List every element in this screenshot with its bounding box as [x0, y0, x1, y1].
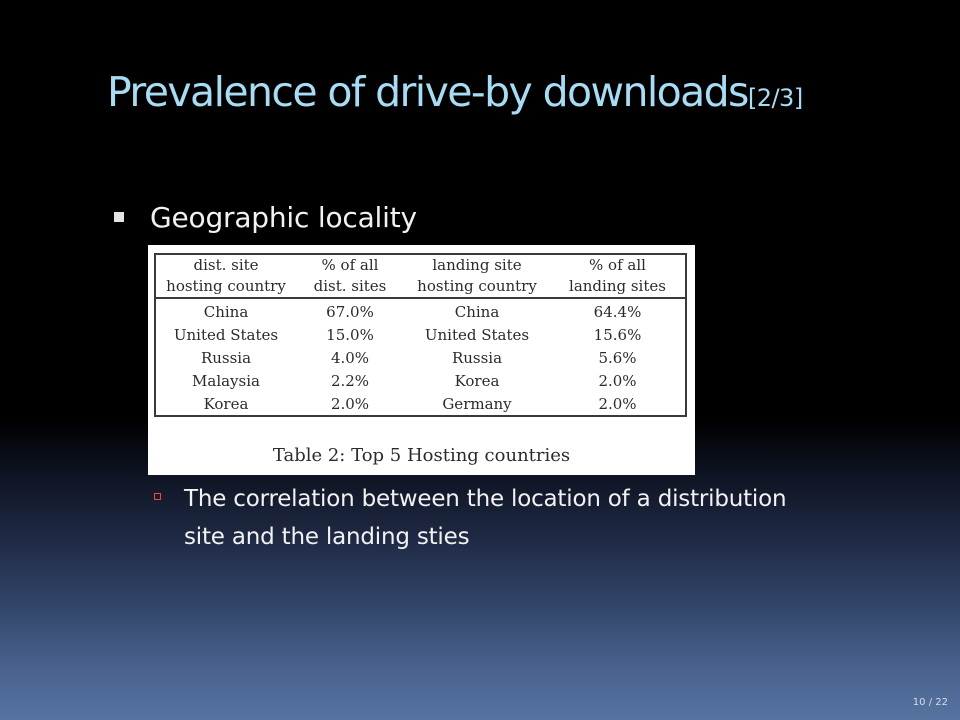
slide-number-current: 10 — [912, 697, 926, 708]
table-header-cell: hosting country — [404, 276, 550, 298]
table-cell: Korea — [203, 395, 249, 413]
table-cell: 2.0% — [598, 395, 637, 413]
table-cell: 2.0% — [330, 395, 370, 413]
table-header-row — [156, 276, 685, 298]
table-cell: Korea — [454, 372, 500, 390]
main-bullet-text: Geographic locality — [150, 200, 417, 234]
table-cell: Russia — [200, 349, 252, 367]
table-cell: 15.0% — [326, 326, 374, 344]
table-cell: 15.6% — [593, 326, 642, 344]
table-row — [156, 347, 685, 370]
table-row — [156, 370, 685, 393]
slide-number — [913, 697, 948, 708]
square-bullet-icon — [114, 212, 124, 222]
table-cell: 67.0% — [326, 303, 374, 321]
table-caption: Table 2: Top 5 Hosting countries — [272, 445, 571, 466]
table-cell: China — [203, 303, 249, 321]
table-header-cell: % of all — [589, 256, 646, 274]
table-header-row — [156, 255, 685, 276]
table-cell: United States — [424, 326, 530, 344]
table-figure — [148, 245, 695, 475]
table-cell: United States — [173, 326, 279, 344]
table-cell: 5.6% — [598, 349, 637, 367]
slide-title-main: Prevalence of drive-by downloads — [107, 68, 748, 116]
table-header-cell: hosting country — [156, 276, 296, 298]
slide-title-sub: [2/3] — [747, 84, 803, 112]
main-bullet — [114, 194, 417, 240]
table-cell: Malaysia — [192, 372, 260, 390]
table-header-cell: landing site — [432, 256, 522, 274]
table-row — [156, 298, 685, 324]
table-header-cell: dist. site — [193, 256, 259, 274]
table-header-cell: dist. sites — [296, 276, 404, 298]
table-header-cell: % of all — [321, 256, 379, 274]
table-cell: China — [454, 303, 500, 321]
slide-number-total: 22 — [935, 697, 948, 708]
table-frame — [154, 253, 687, 417]
hollow-square-bullet-icon — [154, 493, 161, 500]
table-cell: 2.2% — [330, 372, 370, 390]
table-header-cell: landing sites — [550, 276, 685, 298]
slide-number-separator: / — [928, 697, 933, 708]
table-cell: Russia — [451, 349, 503, 367]
sub-bullet-text: The correlation between the location of a distribution site and the landing sties — [184, 486, 787, 550]
hosting-countries-table — [156, 255, 685, 416]
table-row — [156, 324, 685, 347]
table-cell: 64.4% — [593, 303, 642, 321]
table-cell: 4.0% — [330, 349, 370, 367]
table-cell: 2.0% — [598, 372, 637, 390]
slide-title — [107, 62, 907, 128]
table-cell: Germany — [442, 395, 512, 413]
table-row — [156, 393, 685, 416]
